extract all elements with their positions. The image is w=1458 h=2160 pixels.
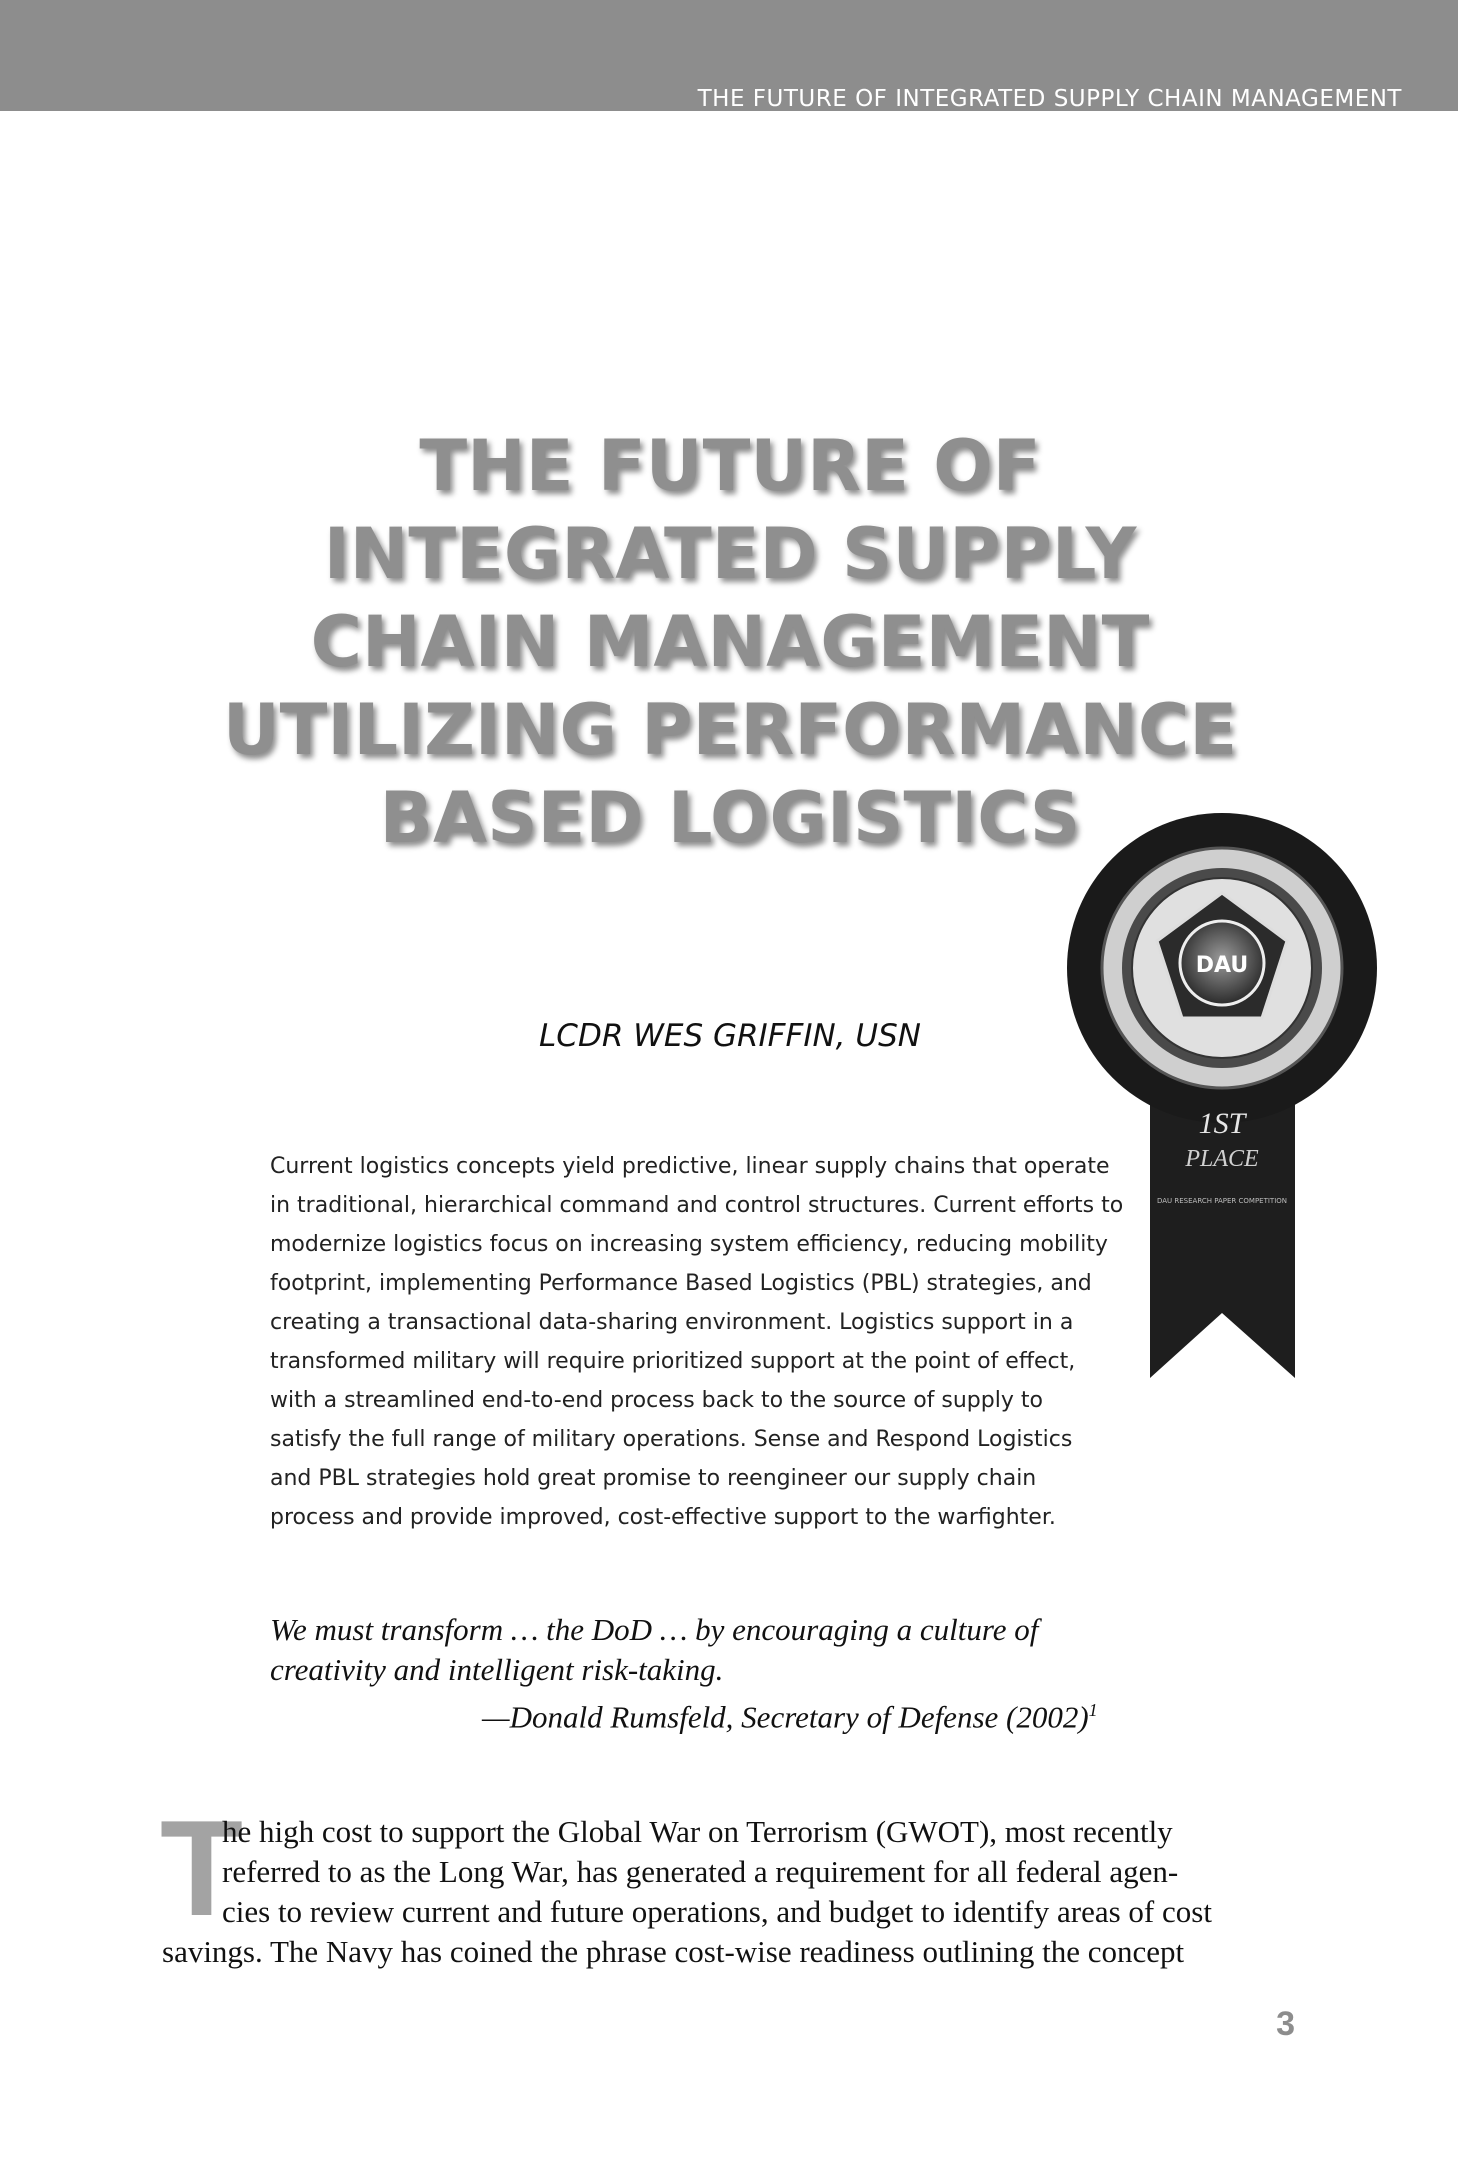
epigraph-quote (270, 1610, 1170, 1737)
abstract-line: and PBL strategies hold great promise to reengineer our supply chain (270, 1466, 1037, 1491)
abstract-line: modernize logistics focus on increasing system efficiency, reducing mobility (270, 1232, 1108, 1257)
abstract-line: with a streamlined end-to-end process back to the source of supply to (270, 1388, 1043, 1413)
title-line: CHAIN MANAGEMENT (310, 601, 1150, 683)
attribution-text: —Donald Rumsfeld, Secretary of Defense (2002) (482, 1699, 1089, 1735)
drop-cap: T (160, 1792, 244, 1944)
body-line: referred to as the Long War, has generated a requirement for all federal agen- (222, 1854, 1179, 1889)
body-line: cies to review current and future operations, and budget to identify areas of cost (222, 1894, 1212, 1929)
body-paragraph (162, 1812, 1292, 1972)
ribbon-small-text: DAU RESEARCH PAPER COMPETITION (1156, 1197, 1288, 1205)
article-title (160, 422, 1300, 862)
title-line: INTEGRATED SUPPLY (323, 513, 1137, 595)
epigraph-attribution (270, 1690, 1170, 1737)
title-line: THE FUTURE OF (419, 425, 1041, 507)
page-number: 3 (1276, 2005, 1295, 2043)
abstract-line: in traditional, hierarchical command and control structures. Current efforts to (270, 1193, 1124, 1218)
seal-text: DAU (1195, 953, 1249, 978)
footnote-link[interactable]: 1 (1088, 1700, 1098, 1720)
body-line: savings. The Navy has coined the phrase cost-wise readiness outlining the concept (162, 1934, 1185, 1969)
abstract-line: Current logistics concepts yield predictive, linear supply chains that operate (270, 1154, 1110, 1179)
epigraph-line: We must transform … the DoD … by encouraging a culture of (270, 1612, 1039, 1647)
author-byline: LCDR WES GRIFFIN, USN (539, 1018, 921, 1054)
running-head: THE FUTURE OF INTEGRATED SUPPLY CHAIN MANAGEMENT (697, 86, 1402, 112)
abstract-line: creating a transactional data-sharing environment. Logistics support in a (270, 1310, 1074, 1335)
abstract (270, 1147, 1150, 1537)
epigraph-line: creativity and intelligent risk-taking. (270, 1652, 724, 1687)
abstract-line: process and provide improved, cost-effective support to the warfighter. (270, 1505, 1056, 1530)
abstract-line: satisfy the full range of military operations. Sense and Respond Logistics (270, 1427, 1073, 1452)
title-line: UTILIZING PERFORMANCE (222, 689, 1238, 771)
body-line: he high cost to support the Global War on Terrorism (GWOT), most recently (222, 1814, 1173, 1849)
ribbon-place-word: PLACE (1185, 1146, 1259, 1172)
abstract-line: footprint, implementing Performance Based Logistics (PBL) strategies, and (270, 1271, 1092, 1296)
title-line: BASED LOGISTICS (379, 777, 1081, 859)
abstract-line: transformed military will require prioritized support at the point of effect, (270, 1349, 1076, 1374)
ribbon-place-number: 1ST (1198, 1107, 1246, 1140)
